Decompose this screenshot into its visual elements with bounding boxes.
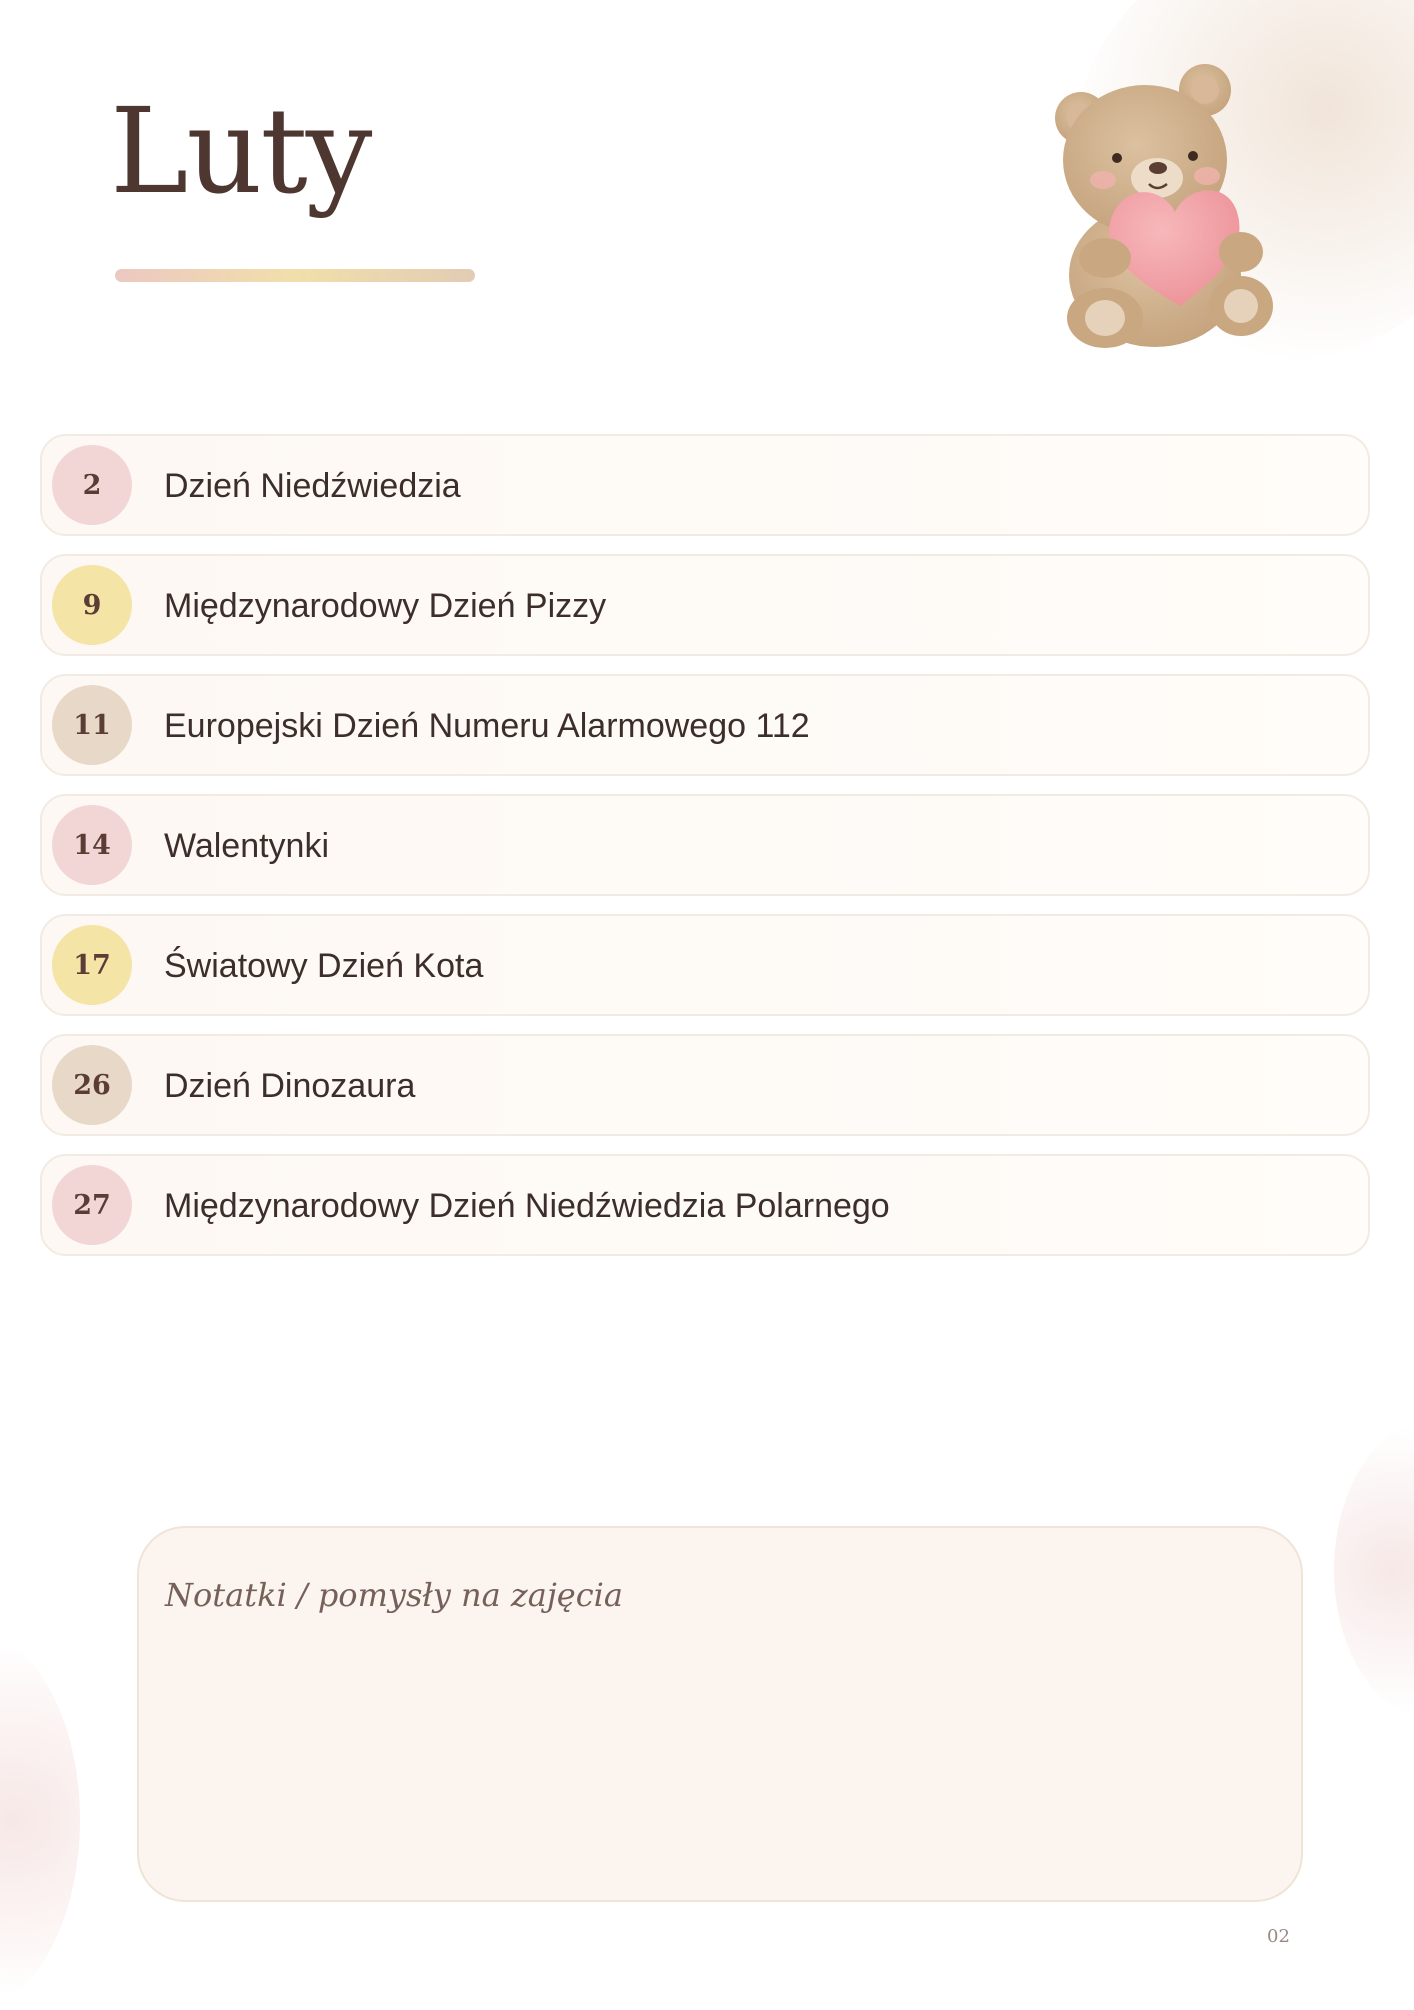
event-row	[40, 434, 1370, 536]
day-badge: 11	[52, 685, 132, 765]
day-badge: 17	[52, 925, 132, 1005]
event-row	[40, 1034, 1370, 1136]
event-name: Europejski Dzień Numeru Alarmowego 112	[164, 707, 810, 745]
event-row	[40, 794, 1370, 896]
event-name: Światowy Dzień Kota	[164, 947, 484, 985]
watercolor-wash-left	[0, 1630, 80, 2010]
watercolor-wash-right	[1334, 1420, 1414, 1720]
day-badge: 2	[52, 445, 132, 525]
notes-box[interactable]	[137, 1526, 1303, 1902]
event-row	[40, 674, 1370, 776]
day-badge: 9	[52, 565, 132, 645]
event-name: Międzynarodowy Dzień Niedźwiedzia Polarnego	[164, 1187, 890, 1225]
event-name: Dzień Dinozaura	[164, 1067, 416, 1105]
event-name: Dzień Niedźwiedzia	[164, 467, 461, 505]
event-name: Walentynki	[164, 827, 330, 865]
event-row	[40, 554, 1370, 656]
day-badge: 27	[52, 1165, 132, 1245]
events-list	[40, 434, 1370, 1274]
event-name: Międzynarodowy Dzień Pizzy	[164, 587, 607, 625]
page-number: 02	[1267, 1926, 1290, 1947]
event-row	[40, 1154, 1370, 1256]
day-badge: 26	[52, 1045, 132, 1125]
teddy-bear-with-heart-icon	[1045, 60, 1305, 360]
page-title: Luty	[110, 82, 371, 220]
day-badge: 14	[52, 805, 132, 885]
notes-label: Notatki / pomysły na zajęcia	[165, 1576, 623, 1614]
event-row	[40, 914, 1370, 1016]
title-underline	[115, 269, 475, 282]
